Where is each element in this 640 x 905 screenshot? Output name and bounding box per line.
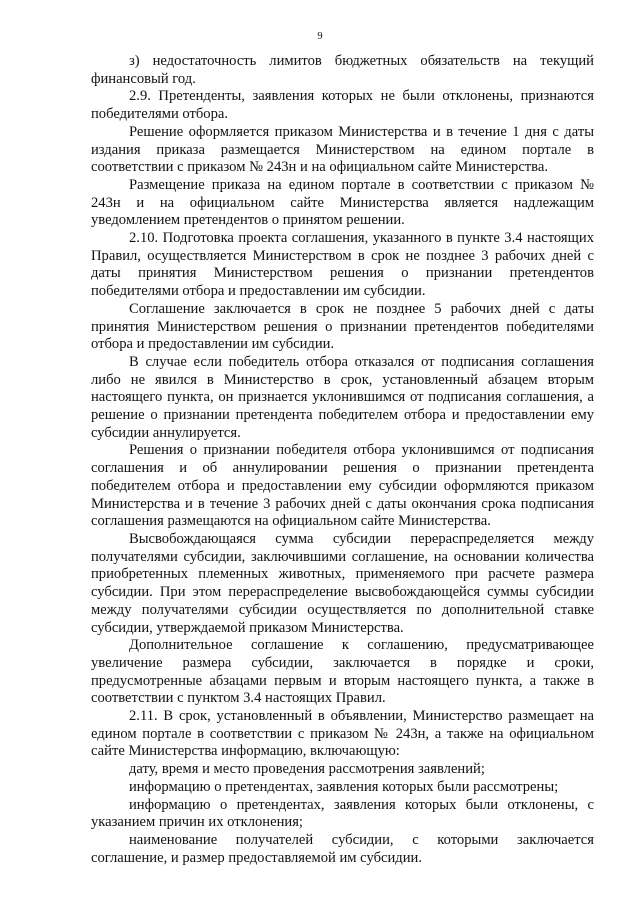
page-number: 9 — [317, 31, 323, 42]
paragraph-2-9: 2.9. Претенденты, заявления которых не были отклонены, признаются победителями отбора. — [91, 88, 594, 123]
paragraph-decision-order: Решение оформляется приказом Министерства и в течение 1 дня с даты издания приказа размещается Министерством на едином портале в соответствии с приказом № 243н и на официальном сайте Министерства. — [91, 123, 594, 176]
list-item-date-time-place: дату, время и место проведения рассмотрения заявлений; — [129, 761, 485, 778]
paragraph-notification: Размещение приказа на едином портале в соответствии с приказом № 243н и на официальном сайте Министерства является надлежащим уведомлением претендентов о принятом решении. — [91, 176, 594, 229]
paragraph-agreement-term: Соглашение заключается в срок не позднее 5 рабочих дней с даты принятия Министерством решения о признании претендентов победителями отбора и предоставлении им субсидии. — [91, 300, 594, 353]
paragraph-additional-agreement: Дополнительное соглашение к соглашению, предусматривающее увеличение размера субсидии, заключается в порядке и сроки, предусмотренные абзацами первым и вторым настоящего пункта, а также в соответствии с пунктом 3.4 настоящих Правил. — [91, 637, 594, 707]
list-item-recipients: наименование получателей субсидии, с которыми заключается соглашение, и размер предоставляемой им субсидии. — [91, 831, 594, 866]
paragraph-evasion-decision: Решения о признании победителя отбора уклонившимся от подписания соглашения и об аннулировании решения о признании претендента победителем отбора и предоставлении ему субсидии оформляются приказом Министерства и в течение 3 рабочих дней с даты окончания срока подписания соглашения размещаются на официальном сайте Министерства. — [91, 442, 594, 530]
paragraph-refusal: В случае если победитель отбора отказался от подписания соглашения либо не явился в Министерство в срок, установленный абзацем вторым настоящего пункта, он признается уклонившимся от подписания соглашения, а решение о признании претендента победителем отбора и предоставлении ему субсидии аннулируется. — [91, 353, 594, 441]
paragraph-item-z: з) недостаточность лимитов бюджетных обязательств на текущий финансовый год. — [91, 53, 594, 87]
list-item-considered-applicants: информацию о претендентах, заявления которых были рассмотрены; — [129, 778, 559, 795]
paragraph-2-10: 2.10. Подготовка проекта соглашения, указанного в пункте 3.4 настоящих Правил, осуществляется Министерством в срок не позднее 3 рабочих дней с даты принятия Министерством решения о признании претендентов победителями отбора и предоставлении им субсидии. — [91, 230, 594, 300]
document-body — [91, 53, 594, 867]
paragraph-2-11: 2.11. В срок, установленный в объявлении, Министерство размещает на едином портале в соответствии с приказом № 243н, а также на официальном сайте Министерства информацию, включающую: — [91, 708, 594, 760]
list-item-rejected-applicants: информацию о претендентах, заявления которых были отклонены, с указанием причин их отклонения; — [91, 796, 594, 831]
paragraph-redistribution: Высвобождающаяся сумма субсидии перераспределяется между получателями субсидии, заключившими соглашение, на основании количества приобретенных племенных животных, применяемого при расчете размера субсидии. При этом перераспределение высвобождающейся суммы субсидии между получателями субсидии осуществляется по дополнительной ставке субсидии, утверждаемой приказом Министерства. — [91, 530, 594, 636]
